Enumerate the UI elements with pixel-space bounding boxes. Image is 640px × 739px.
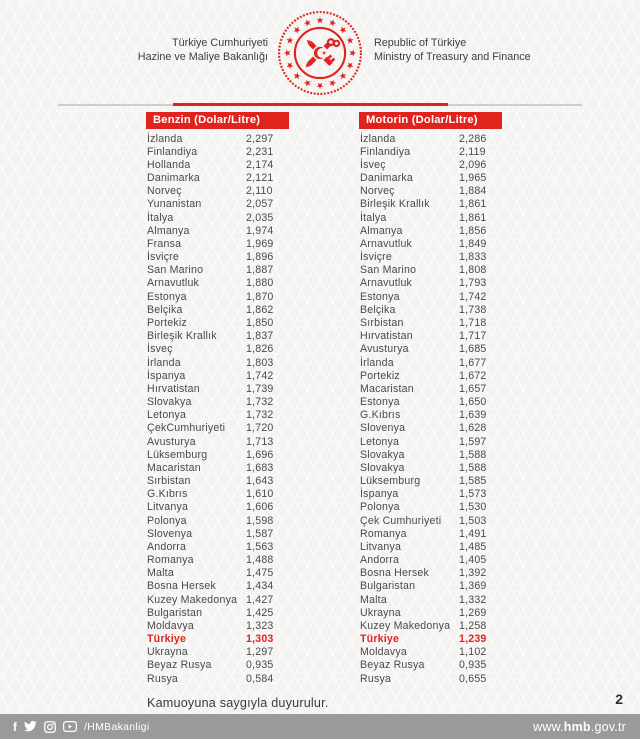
table-row xyxy=(360,593,550,606)
table-row xyxy=(360,409,550,422)
price-value: 1,732 xyxy=(246,396,274,409)
country-label: Arnavutluk xyxy=(147,277,200,290)
benzin-table xyxy=(147,132,337,685)
table-row xyxy=(147,369,337,382)
price-value: 2,035 xyxy=(246,211,274,224)
table-row xyxy=(147,646,337,659)
price-value: 1,643 xyxy=(246,475,274,488)
country-label: Bosna Hersek xyxy=(147,580,216,593)
table-row xyxy=(147,580,337,593)
price-value: 1,258 xyxy=(459,619,487,632)
table-row xyxy=(360,237,550,250)
ministry-emblem-icon xyxy=(276,9,364,97)
country-label: Romanya xyxy=(360,527,407,540)
country-label: Rusya xyxy=(360,672,392,685)
table-row xyxy=(360,659,550,672)
price-value: 1,738 xyxy=(459,303,487,316)
country-label: San Marino xyxy=(147,264,204,277)
table-row xyxy=(360,316,550,329)
table-row xyxy=(147,567,337,580)
price-value: 1,969 xyxy=(246,237,274,250)
table-row xyxy=(360,330,550,343)
country-label: Lüksemburg xyxy=(147,448,208,461)
price-value: 1,861 xyxy=(459,211,487,224)
table-row xyxy=(360,422,550,435)
benzin-table-title: Benzin (Dolar/Litre) xyxy=(146,112,289,129)
price-value: 1,887 xyxy=(246,264,274,277)
country-label: Lüksemburg xyxy=(360,475,421,488)
price-value: 2,174 xyxy=(246,158,274,171)
price-value: 1,870 xyxy=(246,290,274,303)
motorin-table xyxy=(360,132,550,685)
country-label: İspanya xyxy=(147,369,186,382)
table-row xyxy=(360,277,550,290)
price-value: 1,475 xyxy=(246,567,274,580)
price-value: 1,573 xyxy=(459,488,487,501)
table-row xyxy=(360,224,550,237)
table-row xyxy=(147,461,337,474)
table-row xyxy=(147,422,337,435)
country-label: Bulgaristan xyxy=(147,606,203,619)
price-value: 1,717 xyxy=(459,330,487,343)
price-value: 1,639 xyxy=(459,409,487,422)
price-value: 1,405 xyxy=(459,554,487,567)
price-value: 1,884 xyxy=(459,185,487,198)
table-row xyxy=(360,606,550,619)
table-row xyxy=(360,303,550,316)
country-label: Slovakya xyxy=(360,448,405,461)
country-label: Kuzey Makedonya xyxy=(360,619,451,632)
table-row xyxy=(147,474,337,487)
country-label: Hollanda xyxy=(147,158,191,171)
price-value: 1,597 xyxy=(459,435,487,448)
price-value: 1,332 xyxy=(459,593,487,606)
table-row xyxy=(147,224,337,237)
ministry-name-en-line1: Republic of Türkiye xyxy=(374,37,467,49)
crossed-keys-icon xyxy=(303,34,342,73)
table-row xyxy=(360,514,550,527)
price-value: 1,650 xyxy=(459,396,487,409)
price-value: 1,392 xyxy=(459,567,487,580)
country-label: Beyaz Rusya xyxy=(360,659,425,672)
website-domain: hmb xyxy=(563,719,591,734)
price-value: 1,720 xyxy=(246,422,274,435)
country-label: Norveç xyxy=(147,185,182,198)
price-value: 1,849 xyxy=(459,237,487,250)
country-label: Estonya xyxy=(360,396,400,409)
table-row xyxy=(360,290,550,303)
country-label: Sırbistan xyxy=(147,475,191,488)
country-label: Ukrayna xyxy=(147,646,188,659)
price-value: 1,598 xyxy=(246,514,274,527)
country-label: Çek Cumhuriyeti xyxy=(360,514,442,527)
price-value: 1,808 xyxy=(459,264,487,277)
page-number: 2 xyxy=(615,691,623,707)
price-value: 1,588 xyxy=(459,461,487,474)
table-row xyxy=(360,369,550,382)
ministry-name-english xyxy=(374,36,531,64)
website-suffix: .gov.tr xyxy=(590,719,626,734)
country-label: Andorra xyxy=(147,540,187,553)
price-value: 1,297 xyxy=(246,646,274,659)
price-value: 1,587 xyxy=(246,527,274,540)
price-value: 1,434 xyxy=(246,580,274,593)
table-row xyxy=(147,132,337,145)
country-label: Portekiz xyxy=(360,369,400,382)
table-row xyxy=(147,540,337,553)
table-row xyxy=(147,145,337,158)
table-row xyxy=(147,606,337,619)
table-row xyxy=(360,488,550,501)
country-label: Litvanya xyxy=(147,501,189,514)
price-value: 1,713 xyxy=(246,435,274,448)
table-row xyxy=(147,158,337,171)
table-row xyxy=(147,501,337,514)
country-label: Fransa xyxy=(147,237,182,250)
price-value: 1,488 xyxy=(246,554,274,567)
country-label: Ukrayna xyxy=(360,606,401,619)
social-links xyxy=(13,714,149,739)
price-value: 2,297 xyxy=(246,132,274,145)
country-label: Malta xyxy=(360,593,387,606)
country-label: Portekiz xyxy=(147,316,187,329)
public-announcement-text: Kamuoyuna saygıyla duyurulur. xyxy=(147,696,329,710)
price-value: 1,427 xyxy=(246,593,274,606)
ministry-name-tr-line2: Hazine ve Maliye Bakanlığı xyxy=(137,51,268,63)
table-row xyxy=(360,501,550,514)
price-value: 1,563 xyxy=(246,540,274,553)
table-row xyxy=(360,567,550,580)
table-row xyxy=(147,316,337,329)
website-url xyxy=(533,714,626,739)
country-label: Avusturya xyxy=(147,435,196,448)
table-row xyxy=(360,211,550,224)
country-label: Arnavutluk xyxy=(360,277,413,290)
table-row xyxy=(360,540,550,553)
price-value: 2,121 xyxy=(246,172,274,185)
website-prefix: www. xyxy=(533,719,564,734)
table-row xyxy=(147,172,337,185)
country-label: Rusya xyxy=(147,672,179,685)
country-label: Beyaz Rusya xyxy=(147,659,212,672)
country-label: Polonya xyxy=(147,514,187,527)
price-value: 2,110 xyxy=(246,185,273,198)
table-row xyxy=(147,198,337,211)
price-value: 1,269 xyxy=(459,606,487,619)
country-label: Moldavya xyxy=(360,646,407,659)
table-row xyxy=(360,646,550,659)
country-label: Bosna Hersek xyxy=(360,567,429,580)
table-row xyxy=(147,633,337,646)
price-value: 1,585 xyxy=(459,475,487,488)
youtube-icon xyxy=(63,721,77,732)
table-row xyxy=(360,343,550,356)
table-row xyxy=(360,633,550,646)
header-divider-accent xyxy=(173,103,448,106)
price-value: 1,696 xyxy=(246,448,274,461)
table-row xyxy=(147,211,337,224)
country-label: Estonya xyxy=(360,290,400,303)
price-value: 0,935 xyxy=(246,659,274,672)
table-row xyxy=(360,251,550,264)
price-value: 1,425 xyxy=(246,606,274,619)
country-label: Moldavya xyxy=(147,619,194,632)
country-label: Sırbistan xyxy=(360,316,404,329)
country-label: Bulgaristan xyxy=(360,580,416,593)
price-value: 1,657 xyxy=(459,382,487,395)
table-row xyxy=(360,435,550,448)
country-label: Estonya xyxy=(147,290,187,303)
table-row xyxy=(147,356,337,369)
country-label: Slovenya xyxy=(360,422,406,435)
table-row xyxy=(147,619,337,632)
country-label: ÇekCumhuriyeti xyxy=(147,422,226,435)
country-label: Belçika xyxy=(147,303,183,316)
country-label: Birleşik Krallık xyxy=(147,330,217,343)
country-label: Arnavutluk xyxy=(360,237,413,250)
table-row xyxy=(147,185,337,198)
country-label: G.Kıbrıs xyxy=(360,409,401,422)
country-label: Malta xyxy=(147,567,174,580)
table-row xyxy=(360,172,550,185)
price-value: 1,369 xyxy=(459,580,487,593)
table-row xyxy=(147,303,337,316)
country-label: Andorra xyxy=(360,554,400,567)
table-row xyxy=(360,356,550,369)
country-label: Hırvatistan xyxy=(360,330,413,343)
country-label: Almanya xyxy=(360,224,403,237)
table-row xyxy=(360,158,550,171)
country-label: Slovakya xyxy=(360,461,405,474)
price-value: 1,880 xyxy=(246,277,274,290)
price-value: 1,530 xyxy=(459,501,487,514)
table-row xyxy=(147,409,337,422)
table-row xyxy=(147,237,337,250)
country-label: İsviçre xyxy=(360,251,393,264)
table-row xyxy=(360,264,550,277)
country-label: İzlanda xyxy=(147,132,183,145)
country-label: İrlanda xyxy=(360,356,394,369)
twitter-icon xyxy=(24,721,37,732)
table-row xyxy=(147,672,337,685)
price-value: 1,861 xyxy=(459,198,487,211)
table-row xyxy=(360,395,550,408)
table-row xyxy=(147,251,337,264)
country-label: Türkiye xyxy=(147,633,187,646)
table-row xyxy=(147,593,337,606)
country-label: Finlandiya xyxy=(360,145,411,158)
price-value: 1,610 xyxy=(246,488,274,501)
price-value: 1,503 xyxy=(459,514,487,527)
ministry-name-en-line2: Ministry of Treasury and Finance xyxy=(374,51,531,63)
instagram-icon xyxy=(44,721,56,733)
table-row xyxy=(360,580,550,593)
country-label: Polonya xyxy=(360,501,400,514)
table-row xyxy=(147,554,337,567)
header-divider xyxy=(58,104,582,106)
country-label: G.Kıbrıs xyxy=(147,488,188,501)
country-label: Slovenya xyxy=(147,527,193,540)
price-value: 1,677 xyxy=(459,356,487,369)
table-row xyxy=(360,672,550,685)
table-row xyxy=(147,448,337,461)
price-value: 1,793 xyxy=(459,277,487,290)
price-value: 0,655 xyxy=(459,672,487,685)
price-value: 2,096 xyxy=(459,158,487,171)
price-value: 1,485 xyxy=(459,540,487,553)
table-row xyxy=(147,659,337,672)
table-row xyxy=(147,435,337,448)
facebook-icon: f xyxy=(13,719,17,734)
country-label: İsviçre xyxy=(147,251,180,264)
social-handle: /HMBakanligi xyxy=(84,720,150,733)
table-row xyxy=(147,382,337,395)
country-label: Hırvatistan xyxy=(147,382,200,395)
table-row xyxy=(147,488,337,501)
price-value: 1,606 xyxy=(246,501,274,514)
price-value: 1,239 xyxy=(459,633,487,646)
table-row xyxy=(147,277,337,290)
table-row xyxy=(360,382,550,395)
country-label: Romanya xyxy=(147,554,194,567)
price-value: 1,628 xyxy=(459,422,487,435)
price-value: 1,491 xyxy=(459,527,487,540)
price-value: 1,833 xyxy=(459,251,487,264)
country-label: San Marino xyxy=(360,264,417,277)
country-label: Almanya xyxy=(147,224,190,237)
price-value: 1,965 xyxy=(459,172,487,185)
table-row xyxy=(147,330,337,343)
price-value: 0,935 xyxy=(459,659,487,672)
price-value: 1,850 xyxy=(246,316,274,329)
ministry-name-turkish xyxy=(138,36,268,64)
price-value: 1,685 xyxy=(459,343,487,356)
table-row xyxy=(360,554,550,567)
price-value: 0,584 xyxy=(246,672,274,685)
country-label: Birleşik Krallık xyxy=(360,198,430,211)
country-label: Letonya xyxy=(360,435,400,448)
price-value: 1,742 xyxy=(459,290,487,303)
price-value: 1,862 xyxy=(246,303,274,316)
price-value: 1,739 xyxy=(246,382,274,395)
table-row xyxy=(147,343,337,356)
table-row xyxy=(147,514,337,527)
price-value: 1,672 xyxy=(459,369,487,382)
price-value: 1,683 xyxy=(246,461,274,474)
table-row xyxy=(147,264,337,277)
table-row xyxy=(360,448,550,461)
price-value: 1,803 xyxy=(246,356,274,369)
table-row xyxy=(360,132,550,145)
price-value: 2,286 xyxy=(459,132,487,145)
price-value: 2,119 xyxy=(459,145,486,158)
price-value: 1,837 xyxy=(246,330,274,343)
country-label: Avusturya xyxy=(360,343,409,356)
table-row xyxy=(147,395,337,408)
table-row xyxy=(360,619,550,632)
price-value: 1,974 xyxy=(246,224,274,237)
country-label: Norveç xyxy=(360,185,395,198)
country-label: Litvanya xyxy=(360,540,402,553)
country-label: Finlandiya xyxy=(147,145,198,158)
table-row xyxy=(360,145,550,158)
country-label: İtalya xyxy=(147,211,174,224)
country-label: Macaristan xyxy=(147,461,201,474)
table-row xyxy=(147,527,337,540)
price-value: 2,231 xyxy=(246,145,274,158)
table-row xyxy=(147,290,337,303)
price-value: 1,718 xyxy=(459,316,487,329)
country-label: Yunanistan xyxy=(147,198,202,211)
country-label: Letonya xyxy=(147,409,187,422)
country-label: Macaristan xyxy=(360,382,414,395)
price-value: 1,102 xyxy=(459,646,487,659)
table-row xyxy=(360,185,550,198)
country-label: İsveç xyxy=(147,343,173,356)
price-value: 1,323 xyxy=(246,619,274,632)
price-value: 1,732 xyxy=(246,409,274,422)
country-label: İtalya xyxy=(360,211,387,224)
country-label: Belçika xyxy=(360,303,396,316)
country-label: İzlanda xyxy=(360,132,396,145)
table-row xyxy=(360,474,550,487)
footer-bar xyxy=(0,714,640,739)
country-label: İsveç xyxy=(360,158,386,171)
price-value: 1,742 xyxy=(246,369,274,382)
country-label: İrlanda xyxy=(147,356,181,369)
table-row xyxy=(360,461,550,474)
price-value: 1,588 xyxy=(459,448,487,461)
country-label: Slovakya xyxy=(147,396,192,409)
table-row xyxy=(360,198,550,211)
price-value: 1,303 xyxy=(246,633,274,646)
country-label: İspanya xyxy=(360,488,399,501)
price-value: 1,826 xyxy=(246,343,274,356)
price-value: 1,896 xyxy=(246,251,274,264)
ministry-name-tr-line1: Türkiye Cumhuriyeti xyxy=(172,37,268,49)
motorin-table-title: Motorin (Dolar/Litre) xyxy=(359,112,502,129)
price-value: 2,057 xyxy=(246,198,274,211)
price-value: 1,856 xyxy=(459,224,487,237)
country-label: Danimarka xyxy=(360,172,414,185)
table-row xyxy=(360,527,550,540)
country-label: Türkiye xyxy=(360,633,400,646)
country-label: Danimarka xyxy=(147,172,201,185)
country-label: Kuzey Makedonya xyxy=(147,593,238,606)
